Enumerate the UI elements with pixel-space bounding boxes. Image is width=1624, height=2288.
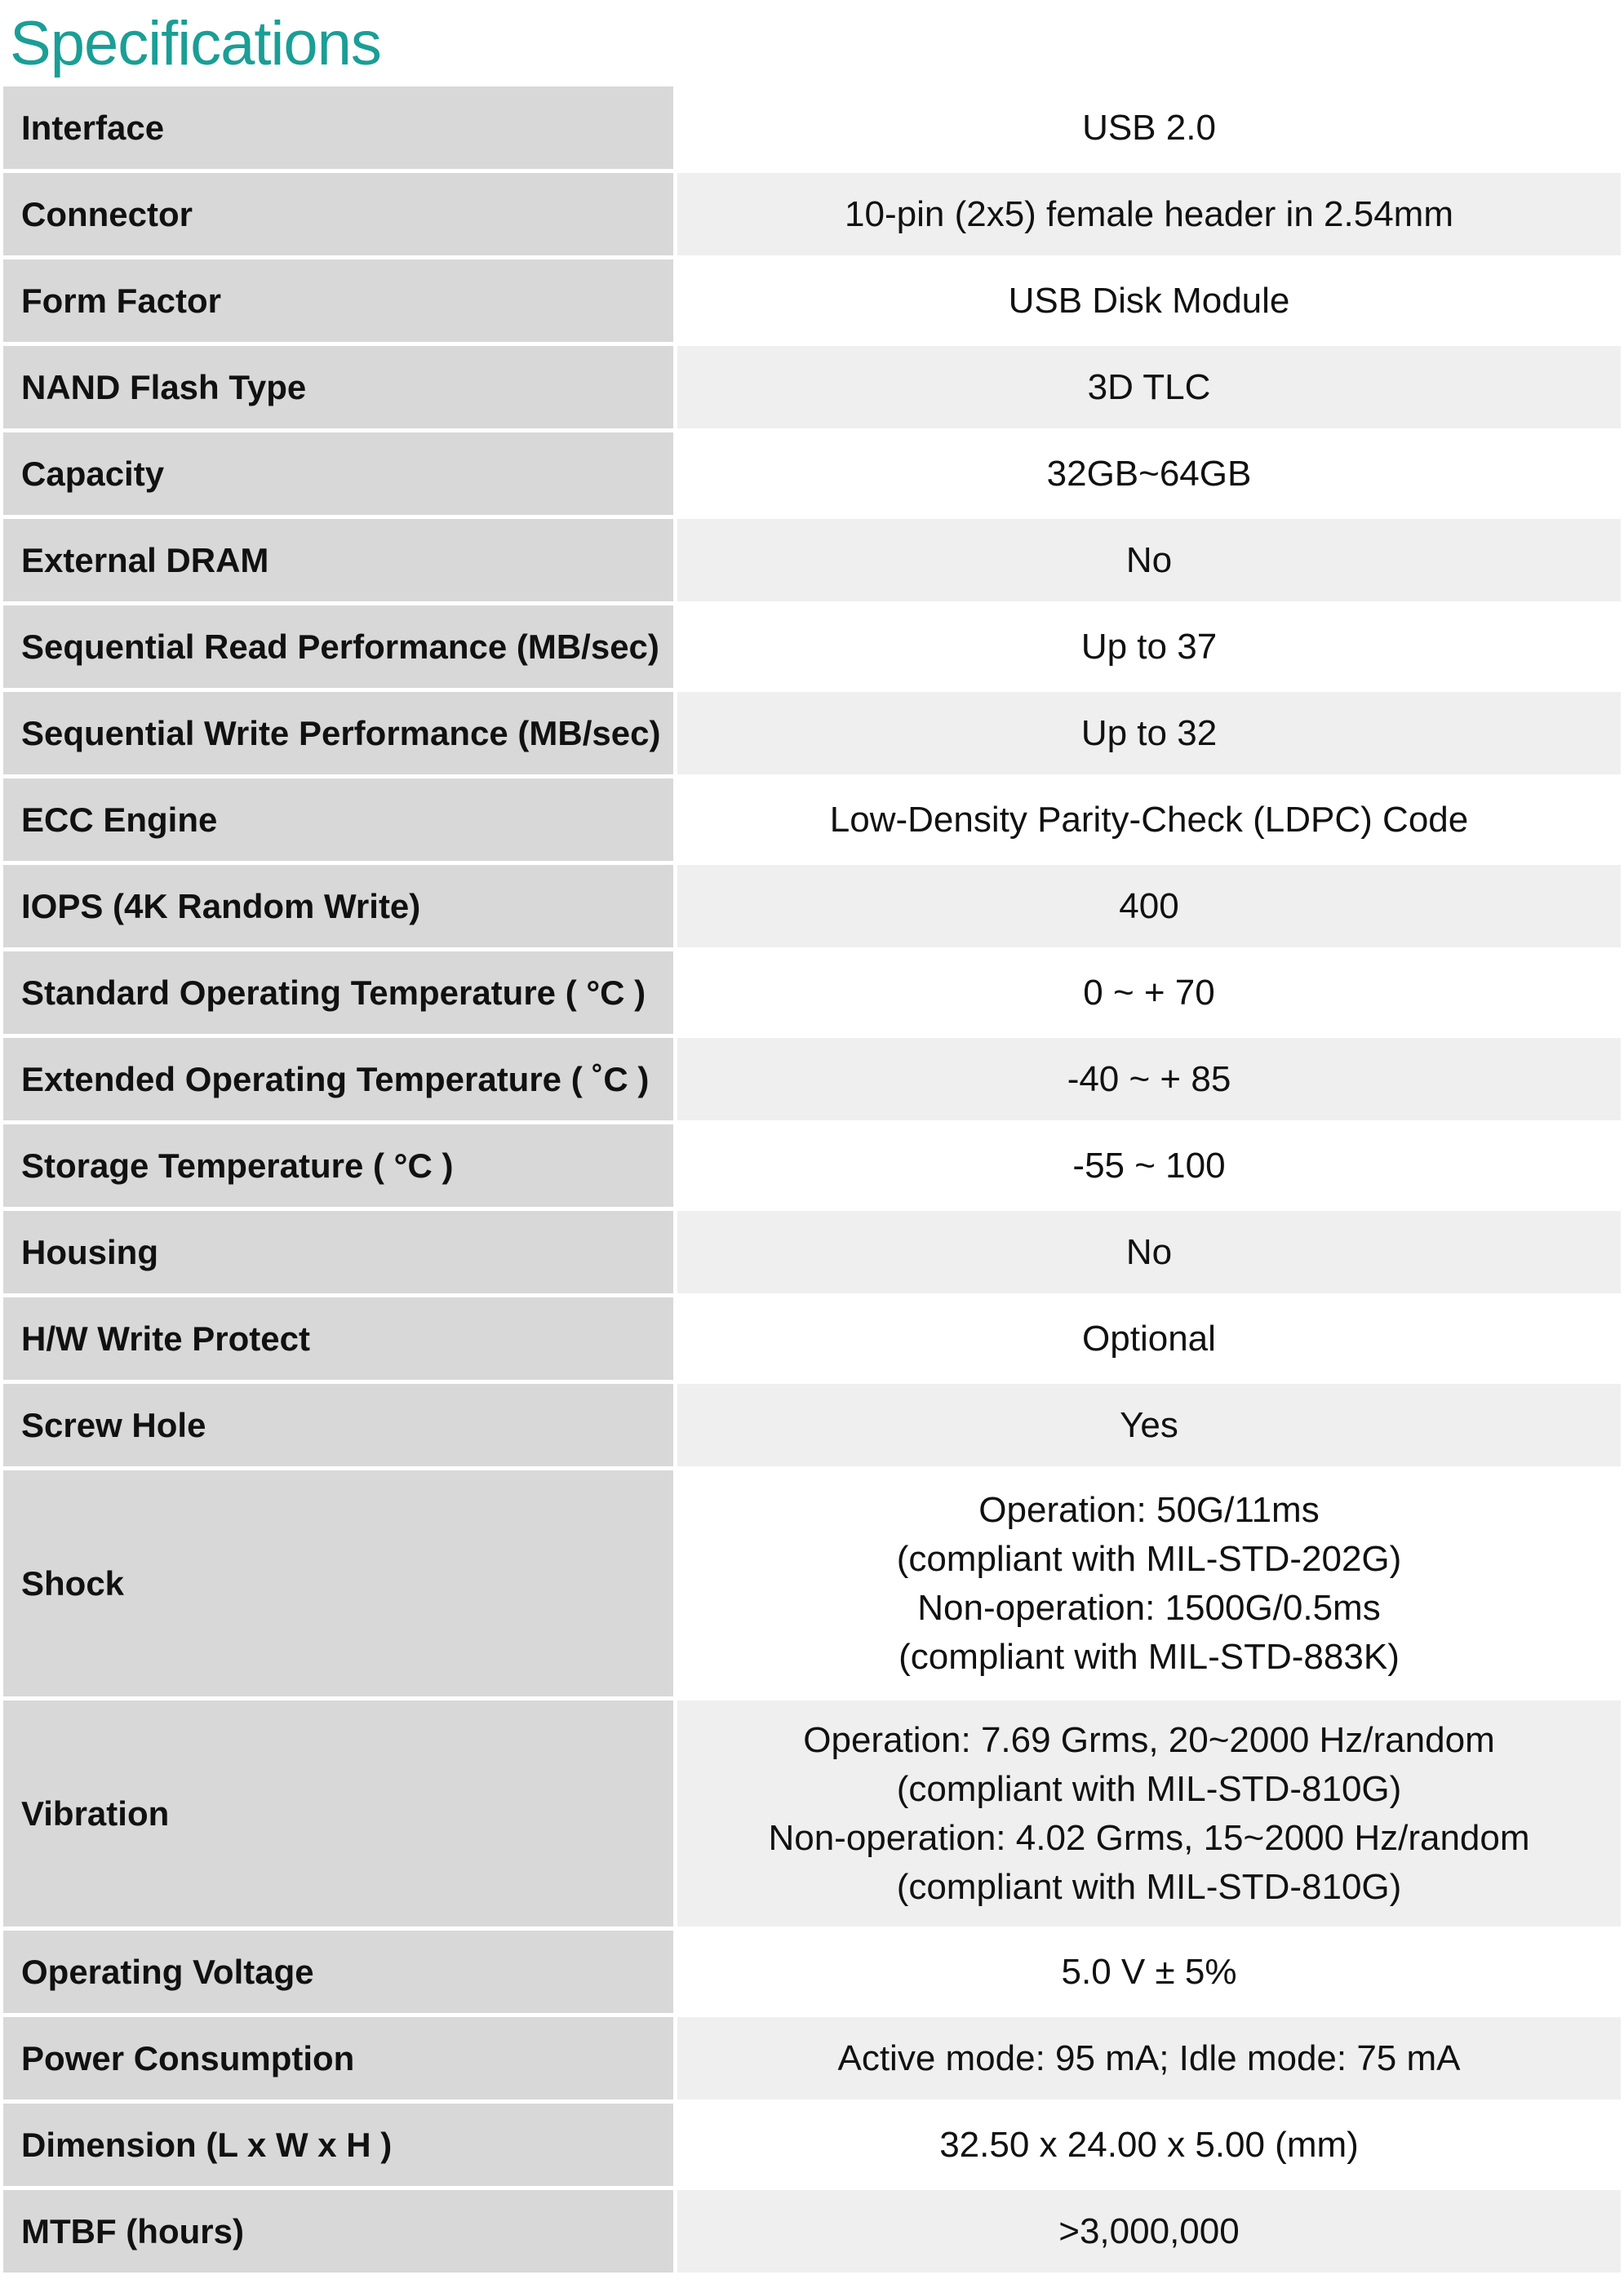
spec-label: Storage Temperature ( °C ) bbox=[3, 1124, 677, 1211]
spec-label: Screw Hole bbox=[3, 1384, 677, 1470]
table-row bbox=[3, 346, 1621, 432]
spec-value-line: 0 ~ + 70 bbox=[1083, 972, 1215, 1013]
spec-label: Capacity bbox=[3, 432, 677, 519]
table-row bbox=[3, 605, 1621, 692]
table-row bbox=[3, 432, 1621, 519]
spec-value bbox=[677, 1297, 1621, 1384]
spec-value-line: -40 ~ + 85 bbox=[1067, 1058, 1231, 1099]
spec-label: Housing bbox=[3, 1211, 677, 1297]
spec-value-line: (compliant with MIL-STD-810G) bbox=[896, 1768, 1402, 1809]
table-row bbox=[3, 86, 1621, 173]
spec-value-line: USB 2.0 bbox=[1082, 107, 1216, 148]
spec-value-line: 400 bbox=[1119, 885, 1179, 926]
spec-value bbox=[677, 692, 1621, 778]
table-row bbox=[3, 1700, 1621, 1931]
spec-value bbox=[677, 1470, 1621, 1700]
spec-value bbox=[677, 2017, 1621, 2104]
spec-value-line: No bbox=[1125, 1231, 1173, 1272]
spec-value-line: Optional bbox=[1082, 1318, 1216, 1359]
spec-value-line: Low-Density Parity-Check (LDPC) Code bbox=[829, 799, 1469, 840]
spec-value-line: USB Disk Module bbox=[1008, 280, 1290, 321]
spec-label: Power Consumption bbox=[3, 2017, 677, 2104]
spec-label: Dimension (L x W x H ) bbox=[3, 2104, 677, 2190]
spec-label: Connector bbox=[3, 173, 677, 259]
table-row bbox=[3, 692, 1621, 778]
spec-label: H/W Write Protect bbox=[3, 1297, 677, 1384]
table-row bbox=[3, 951, 1621, 1038]
spec-value bbox=[677, 951, 1621, 1038]
spec-value bbox=[677, 432, 1621, 519]
spec-value bbox=[677, 1124, 1621, 1211]
spec-value-line: Non-operation: 1500G/0.5ms bbox=[917, 1587, 1381, 1628]
spec-value-line: 10-pin (2x5) female header in 2.54mm bbox=[845, 193, 1453, 234]
spec-value-line: 32GB~64GB bbox=[1046, 453, 1252, 494]
spec-value bbox=[677, 259, 1621, 346]
table-row bbox=[3, 1124, 1621, 1211]
spec-value-line: 32.50 x 24.00 x 5.00 (mm) bbox=[939, 2124, 1359, 2165]
spec-value-line: >3,000,000 bbox=[1058, 2210, 1240, 2251]
spec-value bbox=[677, 1700, 1621, 1931]
spec-value-line: 3D TLC bbox=[1087, 366, 1211, 407]
spec-value bbox=[677, 865, 1621, 951]
spec-label: Sequential Read Performance (MB/sec) bbox=[3, 605, 677, 692]
table-row bbox=[3, 173, 1621, 259]
table-row bbox=[3, 1211, 1621, 1297]
spec-value bbox=[677, 1384, 1621, 1470]
spec-label: IOPS (4K Random Write) bbox=[3, 865, 677, 951]
spec-value-line: Yes bbox=[1120, 1404, 1178, 1445]
spec-value-line: Operation: 50G/11ms bbox=[978, 1489, 1320, 1530]
table-row bbox=[3, 1931, 1621, 2017]
table-row bbox=[3, 2190, 1621, 2277]
spec-label: Sequential Write Performance (MB/sec) bbox=[3, 692, 677, 778]
spec-value bbox=[677, 1038, 1621, 1124]
spec-label: Vibration bbox=[3, 1700, 677, 1931]
spec-label: MTBF (hours) bbox=[3, 2190, 677, 2277]
spec-value bbox=[677, 519, 1621, 605]
spec-value bbox=[677, 1931, 1621, 2017]
spec-label: Form Factor bbox=[3, 259, 677, 346]
spec-value bbox=[677, 1211, 1621, 1297]
table-row bbox=[3, 2017, 1621, 2104]
spec-value-line: (compliant with MIL-STD-810G) bbox=[896, 1866, 1402, 1907]
spec-table-body bbox=[3, 86, 1621, 2277]
spec-value-line: -55 ~ 100 bbox=[1072, 1145, 1226, 1186]
spec-value bbox=[677, 346, 1621, 432]
table-row bbox=[3, 1470, 1621, 1700]
spec-value-line: Non-operation: 4.02 Grms, 15~2000 Hz/random bbox=[768, 1817, 1530, 1858]
table-row bbox=[3, 519, 1621, 605]
spec-label: Interface bbox=[3, 86, 677, 173]
spec-label: Standard Operating Temperature ( °C ) bbox=[3, 951, 677, 1038]
table-row bbox=[3, 2104, 1621, 2190]
spec-value-line: (compliant with MIL-STD-202G) bbox=[896, 1538, 1402, 1579]
page-title: Specifications bbox=[10, 9, 381, 78]
spec-value-line: Operation: 7.69 Grms, 20~2000 Hz/random bbox=[803, 1719, 1495, 1760]
table-row bbox=[3, 778, 1621, 865]
table-row bbox=[3, 259, 1621, 346]
spec-label: Operating Voltage bbox=[3, 1931, 677, 2017]
spec-value bbox=[677, 2190, 1621, 2277]
spec-label: Extended Operating Temperature ( ˚C ) bbox=[3, 1038, 677, 1124]
spec-value bbox=[677, 173, 1621, 259]
spec-value bbox=[677, 2104, 1621, 2190]
spec-table bbox=[3, 86, 1621, 2277]
spec-value-line: Up to 37 bbox=[1080, 626, 1218, 667]
spec-value bbox=[677, 86, 1621, 173]
spec-label: NAND Flash Type bbox=[3, 346, 677, 432]
table-row bbox=[3, 1297, 1621, 1384]
spec-value-line: (compliant with MIL-STD-883K) bbox=[899, 1636, 1400, 1677]
table-row bbox=[3, 865, 1621, 951]
table-row bbox=[3, 1384, 1621, 1470]
spec-label: ECC Engine bbox=[3, 778, 677, 865]
spec-value-line: No bbox=[1125, 539, 1173, 580]
spec-label: Shock bbox=[3, 1470, 677, 1700]
spec-value-line: 5.0 V ± 5% bbox=[1061, 1951, 1237, 1992]
spec-value bbox=[677, 605, 1621, 692]
spec-label: External DRAM bbox=[3, 519, 677, 605]
spec-value-line: Active mode: 95 mA; Idle mode: 75 mA bbox=[837, 2037, 1461, 2078]
table-row bbox=[3, 1038, 1621, 1124]
spec-value-line: Up to 32 bbox=[1080, 712, 1218, 753]
spec-value bbox=[677, 778, 1621, 865]
